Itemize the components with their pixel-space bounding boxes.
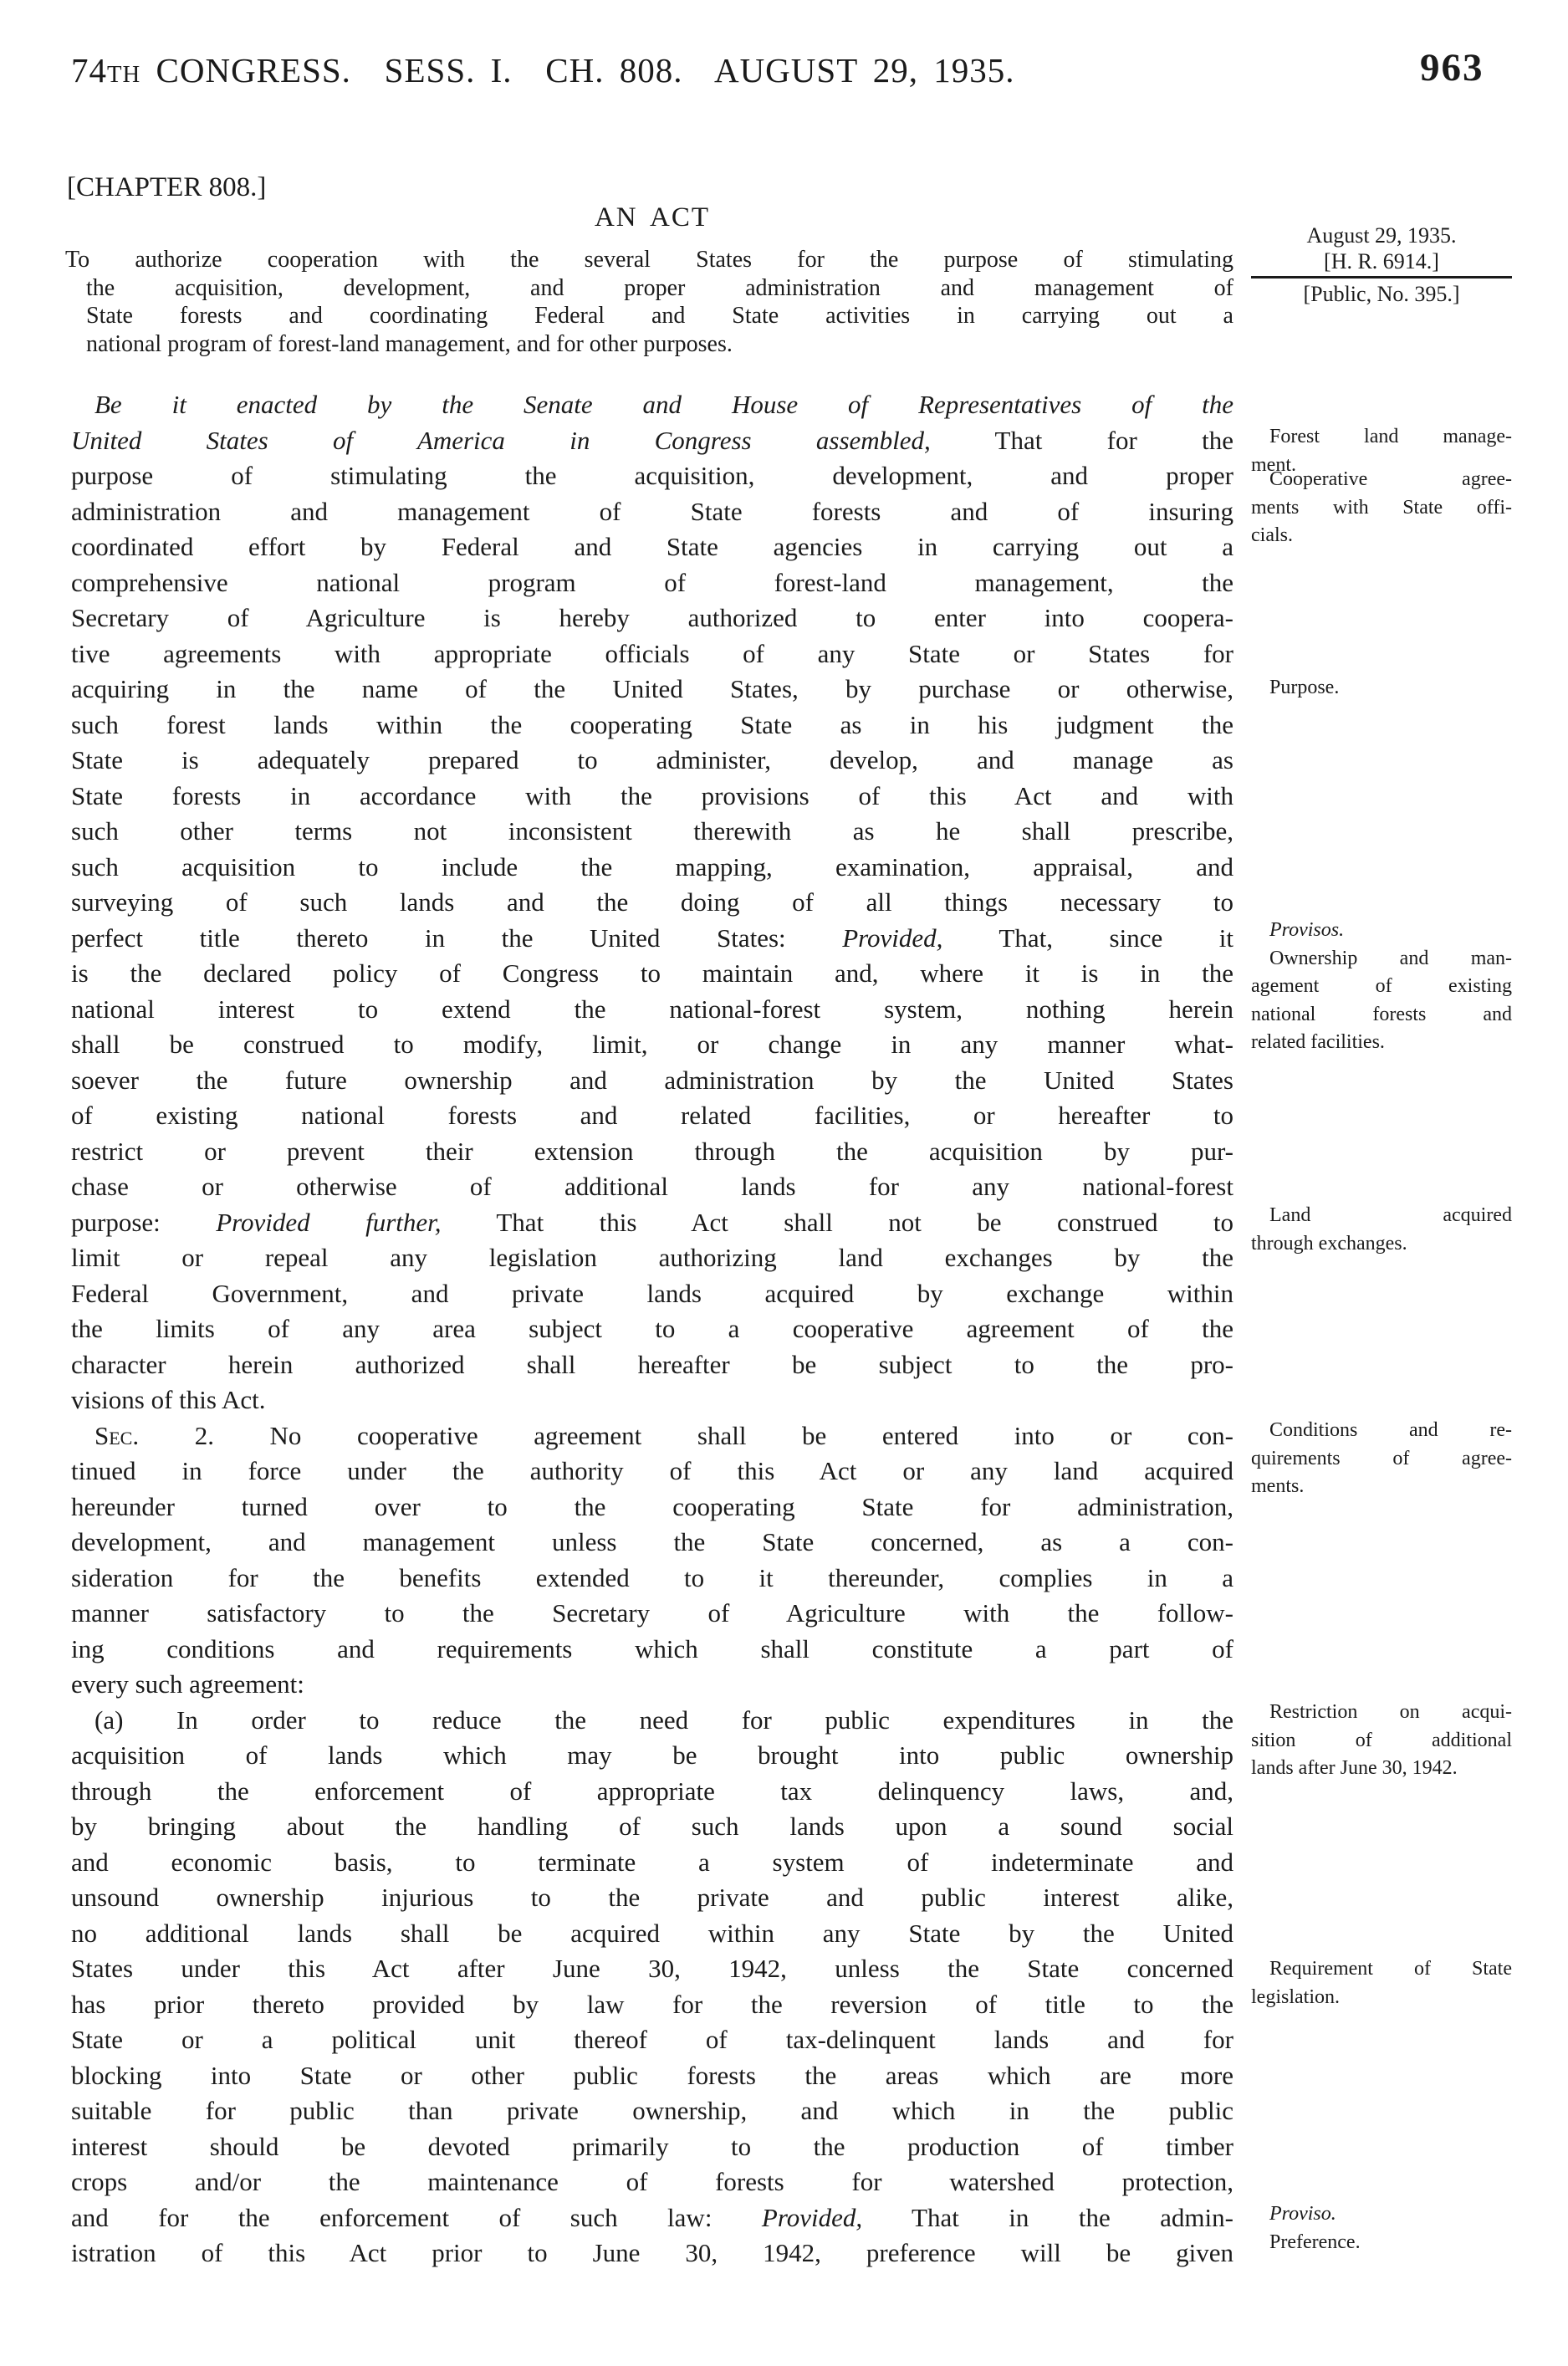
text-segment: restrict or prevent their extension through the acquisition by pur- bbox=[71, 1136, 1233, 1166]
text-segment: visions of this Act. bbox=[71, 1385, 266, 1414]
text-segment: Requirement of State bbox=[1269, 1958, 1512, 1980]
text-line bbox=[71, 850, 1233, 886]
text-segment: 2. No cooperative agreement shall be entered into or con- bbox=[139, 1420, 1233, 1450]
text-line bbox=[71, 1951, 1233, 1987]
text-segment: crops and/or the maintenance of forests for watershed protection, bbox=[71, 2167, 1233, 2196]
text-line bbox=[1251, 1029, 1512, 1057]
text-segment: character herein authorized shall hereafter be subject to the pro- bbox=[71, 1349, 1233, 1379]
citation-date: August 29, 1935. bbox=[1306, 223, 1457, 248]
text-line bbox=[1251, 522, 1512, 550]
text-segment: tinued in force under the authority of this Act or any land acquired bbox=[71, 1456, 1233, 1485]
text-line bbox=[71, 1774, 1233, 1810]
text-line bbox=[71, 1134, 1233, 1170]
text-segment: Provided, bbox=[761, 2202, 863, 2232]
text-segment: To authorize cooperation with the several States for the purpose of stimulating bbox=[65, 247, 1233, 273]
text-segment: Sec. bbox=[94, 1420, 140, 1450]
text-line bbox=[71, 1382, 1233, 1418]
text-line bbox=[71, 2022, 1233, 2058]
text-segment: by bringing about the handling of such lands upon a sound social bbox=[71, 1812, 1233, 1841]
text-line bbox=[65, 274, 1233, 303]
text-segment: national program of forest-land management, and for other purposes. bbox=[86, 330, 733, 357]
paragraph bbox=[71, 1418, 1233, 1703]
text-segment: suitable for public than private ownership, and which in the public bbox=[71, 2096, 1233, 2125]
text-segment: purpose of stimulating the acquisition, development, and proper bbox=[71, 461, 1233, 490]
text-segment: comprehensive national program of forest-land management, the bbox=[71, 567, 1233, 597]
text-segment: blocking into State or other public forests the areas which are more bbox=[71, 2060, 1233, 2090]
page-number: 963 bbox=[1420, 46, 1484, 89]
text-line bbox=[1251, 466, 1512, 494]
text-segment: quirements of agree- bbox=[1251, 1447, 1512, 1469]
text-line bbox=[71, 672, 1233, 708]
text-segment: soever the future ownership and administration by the United States bbox=[71, 1065, 1233, 1095]
text-segment: Preference. bbox=[1269, 2231, 1361, 2253]
text-segment: Federal Government, and private lands acquired by exchange within bbox=[71, 1278, 1233, 1308]
text-segment: Land acquired bbox=[1269, 1204, 1512, 1226]
text-line bbox=[71, 565, 1233, 601]
text-line bbox=[71, 1490, 1233, 1525]
text-line bbox=[71, 1240, 1233, 1276]
text-line bbox=[71, 1845, 1233, 1881]
text-segment: interest should be devoted primarily to the production of timber bbox=[71, 2131, 1233, 2161]
margin-note bbox=[1251, 1955, 1512, 2011]
text-line bbox=[71, 1916, 1233, 1952]
text-segment: Purpose. bbox=[1269, 677, 1340, 698]
text-line bbox=[1251, 2229, 1512, 2257]
text-line bbox=[71, 1703, 1233, 1739]
text-line bbox=[1251, 1417, 1512, 1445]
text-segment: That for the bbox=[930, 425, 1233, 455]
text-segment: unsound ownership injurious to the private and public interest alike, bbox=[71, 1883, 1233, 1912]
act-title: AN ACT bbox=[594, 202, 711, 233]
text-segment: TH bbox=[107, 61, 141, 88]
text-line bbox=[71, 1169, 1233, 1205]
text-segment: coordinated effort by Federal and State agencies in carrying out a bbox=[71, 532, 1233, 561]
text-segment: shall be construed to modify, limit, or change in any manner what- bbox=[71, 1030, 1233, 1059]
text-line bbox=[71, 885, 1233, 921]
text-line bbox=[71, 2164, 1233, 2200]
text-segment: development, and management unless the State concerned, as a con- bbox=[71, 1527, 1233, 1556]
text-line bbox=[1251, 1755, 1512, 1783]
text-line bbox=[71, 779, 1233, 815]
text-line bbox=[71, 814, 1233, 850]
text-line bbox=[71, 1311, 1233, 1347]
text-line bbox=[1251, 1473, 1512, 1501]
text-segment: sideration for the benefits extended to it thereunder, complies in a bbox=[71, 1562, 1233, 1592]
text-segment: acquisition of lands which may be brought into public ownership bbox=[71, 1740, 1233, 1770]
text-line bbox=[71, 1418, 1233, 1454]
text-segment: Ownership and man- bbox=[1269, 947, 1512, 969]
text-line bbox=[1251, 917, 1512, 945]
text-line bbox=[71, 708, 1233, 744]
text-line bbox=[71, 387, 1233, 423]
text-line bbox=[71, 2058, 1233, 2094]
text-line bbox=[65, 330, 1233, 359]
text-segment: CONGRESS. SESS. I. CH. 808. AUGUST 29, 1935. bbox=[140, 51, 1015, 89]
text-line bbox=[65, 302, 1233, 330]
text-line bbox=[71, 1347, 1233, 1383]
text-line bbox=[1251, 973, 1512, 1001]
text-segment: cials. bbox=[1251, 524, 1293, 546]
text-line bbox=[71, 458, 1233, 494]
text-segment: lands after June 30, 1942. bbox=[1251, 1757, 1458, 1779]
text-segment: related facilities. bbox=[1251, 1031, 1385, 1053]
text-line bbox=[71, 2236, 1233, 2271]
text-segment: Cooperative agree- bbox=[1269, 468, 1512, 490]
margin-note bbox=[1251, 1417, 1512, 1501]
text-segment: acquiring in the name of the United States, by purchase or otherwise, bbox=[71, 674, 1233, 703]
act-body bbox=[71, 387, 1233, 2271]
text-line bbox=[71, 423, 1233, 459]
text-line bbox=[71, 1667, 1233, 1703]
chapter-heading: [CHAPTER 808.] bbox=[67, 172, 267, 202]
text-segment: State forests in accordance with the provisions of this Act and with bbox=[71, 780, 1233, 810]
text-line bbox=[71, 1098, 1233, 1134]
text-segment: Restriction on acqui- bbox=[1269, 1701, 1512, 1723]
text-line bbox=[1251, 1445, 1512, 1474]
text-line bbox=[1251, 1984, 1512, 2012]
text-line bbox=[71, 1880, 1233, 1916]
text-line bbox=[1251, 674, 1512, 703]
text-segment: hereunder turned over to the cooperating State for administration, bbox=[71, 1491, 1233, 1521]
text-line bbox=[71, 494, 1233, 530]
text-segment: Forest land manage- bbox=[1269, 426, 1512, 447]
text-line bbox=[71, 529, 1233, 565]
text-line bbox=[71, 1809, 1233, 1845]
text-segment: and for the enforcement of such law: bbox=[71, 2202, 762, 2232]
text-segment: State is adequately prepared to administer, develop, and manage as bbox=[71, 745, 1233, 774]
text-segment: That, since it bbox=[942, 922, 1233, 953]
text-segment: agement of existing bbox=[1251, 975, 1512, 997]
text-line bbox=[1251, 1727, 1512, 1755]
text-segment: ments. bbox=[1251, 1475, 1305, 1497]
text-line bbox=[71, 600, 1233, 636]
text-line bbox=[71, 2200, 1233, 2236]
text-segment: such acquisition to include the mapping, examination, appraisal, and bbox=[71, 851, 1233, 882]
text-segment: Proviso. bbox=[1269, 2203, 1336, 2225]
margin-note bbox=[1251, 466, 1512, 550]
text-line bbox=[71, 1205, 1233, 1241]
text-segment: Provided further, bbox=[216, 1207, 442, 1237]
margin-note bbox=[1251, 1699, 1512, 1783]
paragraph bbox=[71, 1703, 1233, 2271]
text-line bbox=[71, 1027, 1233, 1063]
text-segment: legislation. bbox=[1251, 1985, 1340, 2008]
text-segment: perfect title thereto in the United States: bbox=[71, 922, 843, 953]
text-line bbox=[1251, 494, 1512, 523]
text-segment: That in the admin- bbox=[862, 2202, 1233, 2232]
text-segment: istration of this Act prior to June 30, 1942, preference will be given bbox=[71, 2238, 1233, 2267]
text-line bbox=[1251, 945, 1512, 973]
text-segment: such forest lands within the cooperating State as in his judgment the bbox=[71, 709, 1233, 739]
text-segment: every such agreement: bbox=[71, 1669, 304, 1699]
text-segment: State forests and coordinating Federal and State activities in carrying out a bbox=[86, 303, 1233, 329]
text-line bbox=[71, 1276, 1233, 1312]
margin-citation bbox=[1251, 222, 1512, 307]
text-segment: through exchanges. bbox=[1251, 1232, 1407, 1255]
citation-public-law: [Public, No. 395.] bbox=[1251, 276, 1512, 307]
text-segment: of existing national forests and related facilities, or hereafter to bbox=[71, 1101, 1233, 1130]
text-line bbox=[1251, 1001, 1512, 1030]
text-segment: ment. bbox=[1251, 453, 1296, 476]
text-segment: has prior thereto provided by law for the reversion of title to the bbox=[71, 1989, 1233, 2019]
text-line bbox=[65, 246, 1233, 274]
text-segment: and economic basis, to terminate a system of indeterminate and bbox=[71, 1847, 1233, 1877]
text-segment: Provisos. bbox=[1269, 919, 1345, 941]
text-line bbox=[1251, 1955, 1512, 1984]
text-line bbox=[71, 1561, 1233, 1597]
text-segment: United States of America in Congress assembled, bbox=[71, 425, 931, 455]
text-line bbox=[71, 636, 1233, 672]
text-segment: purpose: bbox=[71, 1207, 217, 1237]
text-line bbox=[71, 1596, 1233, 1632]
text-segment: (a) In order to reduce the need for public expenditures in the bbox=[94, 1704, 1233, 1735]
text-segment: sition of additional bbox=[1251, 1729, 1512, 1751]
text-segment: manner satisfactory to the Secretary of Agriculture with the follow- bbox=[71, 1598, 1233, 1628]
text-line bbox=[1251, 1202, 1512, 1230]
text-segment: surveying of such lands and the doing of all things necessary to bbox=[71, 887, 1233, 917]
act-preamble bbox=[65, 246, 1233, 358]
text-line bbox=[1251, 2200, 1512, 2229]
text-line bbox=[71, 1987, 1233, 2023]
text-line bbox=[71, 1063, 1233, 1099]
text-line bbox=[71, 1738, 1233, 1774]
text-segment: national forests and bbox=[1251, 1003, 1512, 1025]
text-segment: Conditions and re- bbox=[1269, 1419, 1512, 1441]
margin-note bbox=[1251, 1202, 1512, 1258]
text-line bbox=[71, 1632, 1233, 1668]
text-segment: no additional lands shall be acquired within any State by the United bbox=[71, 1918, 1233, 1948]
text-segment: such other terms not inconsistent therewith as he shall prescribe, bbox=[71, 816, 1233, 846]
text-segment: ments with State offi- bbox=[1251, 496, 1512, 519]
paragraph bbox=[71, 387, 1233, 1418]
running-header bbox=[71, 50, 1233, 90]
text-segment: 74 bbox=[71, 51, 107, 89]
text-line bbox=[71, 2129, 1233, 2165]
text-segment: is the declared policy of Congress to maintain and, where it is in the bbox=[71, 958, 1233, 988]
text-segment: chase or otherwise of additional lands for any national-forest bbox=[71, 1172, 1233, 1201]
text-line bbox=[71, 743, 1233, 779]
text-segment: tive agreements with appropriate officials of any State or States for bbox=[71, 638, 1233, 668]
text-segment: through the enforcement of appropriate tax delinquency laws, and, bbox=[71, 1776, 1233, 1806]
text-line bbox=[1251, 1230, 1512, 1259]
text-segment: That this Act shall not be construed to bbox=[441, 1207, 1233, 1237]
text-line bbox=[71, 992, 1233, 1028]
citation-bill-number: [H. R. 6914.] bbox=[1324, 249, 1439, 273]
text-segment: administration and management of State forests and of insuring bbox=[71, 496, 1233, 526]
text-line bbox=[1251, 1699, 1512, 1727]
text-line bbox=[71, 956, 1233, 992]
text-line bbox=[71, 1454, 1233, 1490]
text-segment: ing conditions and requirements which shall constitute a part of bbox=[71, 1633, 1233, 1663]
margin-note bbox=[1251, 674, 1512, 703]
text-segment: the limits of any area subject to a cooperative agreement of the bbox=[71, 1314, 1233, 1343]
text-segment: Secretary of Agriculture is hereby authorized to enter into coopera- bbox=[71, 603, 1233, 632]
text-segment: limit or repeal any legislation authorizing land exchanges by the bbox=[71, 1243, 1233, 1272]
text-line bbox=[1251, 423, 1512, 452]
margin-note bbox=[1251, 2200, 1512, 2256]
text-segment: State or a political unit thereof of tax-delinquent lands and for bbox=[71, 2025, 1233, 2054]
text-segment: Provided, bbox=[842, 922, 943, 953]
text-segment: the acquisition, development, and proper administration and management of bbox=[86, 274, 1233, 301]
text-line bbox=[71, 1525, 1233, 1561]
text-segment: States under this Act after June 30, 1942, unless the State concerned bbox=[71, 1954, 1233, 1983]
text-segment: national interest to extend the national-forest system, nothing herein bbox=[71, 994, 1233, 1024]
margin-note bbox=[1251, 917, 1512, 1057]
text-line bbox=[71, 2093, 1233, 2129]
text-line bbox=[71, 921, 1233, 957]
text-segment: Be it enacted by the Senate and House of Representatives of the bbox=[94, 390, 1233, 419]
